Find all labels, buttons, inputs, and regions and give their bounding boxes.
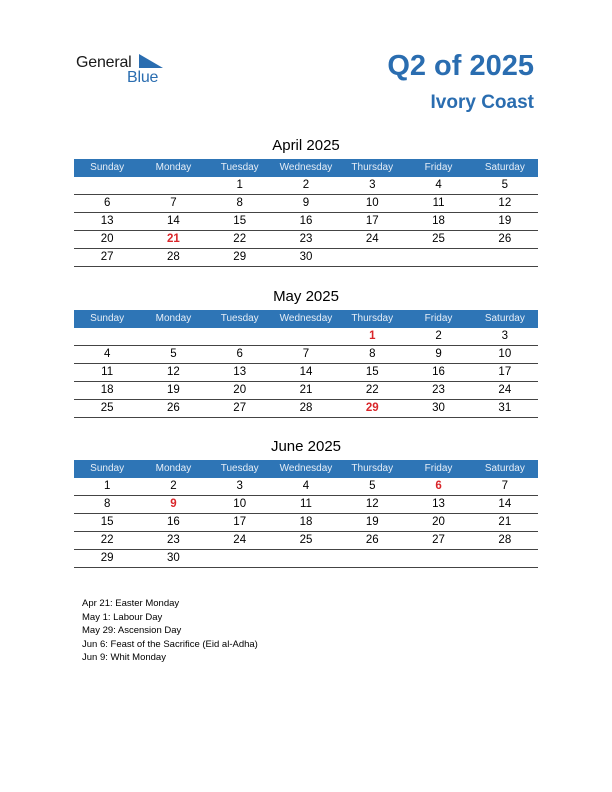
day-cell xyxy=(273,550,339,567)
day-cell: 11 xyxy=(432,197,445,209)
weekday-label: Sunday xyxy=(90,313,125,324)
day-cell: 10 xyxy=(365,197,379,209)
day-cell: 22 xyxy=(233,233,247,245)
holiday-note: Apr 21: Easter Monday xyxy=(82,598,180,609)
day-cell: 20 xyxy=(100,233,114,245)
day-cell: 14 xyxy=(167,215,180,227)
month-title: May 2025 xyxy=(273,288,339,305)
weekday-label: Monday xyxy=(155,313,192,324)
day-cell: 20 xyxy=(432,516,445,528)
logo-blue-text: Blue xyxy=(127,69,159,86)
day-cell: 21 xyxy=(299,384,313,396)
day-cell: 12 xyxy=(167,366,180,378)
day-cell: 16 xyxy=(167,516,180,528)
day-cell: 4 xyxy=(435,179,442,191)
day-cell: 4 xyxy=(103,348,111,360)
day-cell: 29 xyxy=(100,552,114,564)
day-cell xyxy=(273,328,339,345)
day-cell: 18 xyxy=(432,215,445,227)
day-cell: 5 xyxy=(369,480,376,492)
day-cell: 17 xyxy=(365,215,379,227)
day-cell: 30 xyxy=(299,251,313,263)
day-cell: 10 xyxy=(233,498,247,510)
day-cell: 9 xyxy=(170,498,177,510)
weekday-label: Tuesday xyxy=(220,162,259,173)
weekday-header xyxy=(74,310,538,328)
day-cell xyxy=(472,550,538,567)
day-cell: 8 xyxy=(369,348,376,360)
day-cell: 4 xyxy=(302,480,310,492)
day-cell: 30 xyxy=(432,402,445,414)
day-cell: 29 xyxy=(233,251,247,263)
week-row xyxy=(74,346,538,364)
day-cell: 22 xyxy=(365,384,379,396)
day-cell: 16 xyxy=(299,215,313,227)
day-cell: 11 xyxy=(300,498,312,510)
week-row xyxy=(74,382,538,400)
weekday-label: Tuesday xyxy=(220,313,259,324)
day-cell: 6 xyxy=(236,348,243,360)
weekday-label: Saturday xyxy=(484,463,525,474)
weekday-header xyxy=(74,159,538,177)
week-row xyxy=(74,550,538,568)
day-cell: 12 xyxy=(498,197,512,209)
week-row xyxy=(74,400,538,418)
week-row xyxy=(74,364,538,382)
day-cell: 19 xyxy=(365,516,379,528)
day-cell: 18 xyxy=(299,516,313,528)
day-cell: 12 xyxy=(365,498,379,510)
day-cell: 1 xyxy=(103,480,111,492)
week-row xyxy=(74,532,538,550)
weekday-label: Monday xyxy=(155,463,192,474)
day-cell: 24 xyxy=(365,233,379,245)
day-cell: 16 xyxy=(432,366,445,378)
day-cell xyxy=(140,328,206,345)
month-june xyxy=(74,436,538,568)
day-cell: 7 xyxy=(170,197,177,209)
day-cell: 26 xyxy=(167,402,180,414)
weekday-label: Thursday xyxy=(351,162,394,173)
holiday-note: Jun 9: Whit Monday xyxy=(82,652,166,663)
day-cell xyxy=(339,249,405,266)
day-cell: 17 xyxy=(233,516,247,528)
weekday-label: Wednesday xyxy=(279,162,333,173)
country-name: Ivory Coast xyxy=(430,92,534,113)
day-cell: 17 xyxy=(498,366,512,378)
weekday-label: Wednesday xyxy=(279,463,333,474)
day-cell xyxy=(74,328,140,345)
day-cell: 21 xyxy=(167,233,180,245)
day-cell xyxy=(405,249,471,266)
weekday-label: Sunday xyxy=(90,162,125,173)
day-cell xyxy=(405,550,471,567)
day-cell: 13 xyxy=(233,366,247,378)
day-cell: 18 xyxy=(100,384,114,396)
day-cell: 11 xyxy=(101,366,114,378)
day-cell xyxy=(74,177,140,194)
weekday-label: Friday xyxy=(424,313,453,324)
week-row xyxy=(74,213,538,231)
weekday-label: Thursday xyxy=(351,463,394,474)
day-cell: 1 xyxy=(236,179,243,191)
week-row xyxy=(74,231,538,249)
week-row xyxy=(74,478,538,496)
day-cell: 20 xyxy=(233,384,247,396)
day-cell: 19 xyxy=(498,215,512,227)
day-cell: 5 xyxy=(170,348,177,360)
day-cell: 7 xyxy=(501,480,509,492)
weekday-label: Monday xyxy=(155,162,192,173)
month-title: April 2025 xyxy=(272,137,340,154)
day-cell: 30 xyxy=(167,552,180,564)
day-cell: 15 xyxy=(100,516,114,528)
day-cell: 27 xyxy=(100,251,114,263)
holiday-notes xyxy=(82,597,258,665)
holiday-note: May 29: Ascension Day xyxy=(82,625,182,636)
weekday-label: Thursday xyxy=(351,313,394,324)
day-cell: 10 xyxy=(498,348,512,360)
day-cell xyxy=(472,249,538,266)
day-cell: 26 xyxy=(498,233,512,245)
day-cell: 21 xyxy=(498,516,512,528)
day-cell: 8 xyxy=(103,498,111,510)
day-cell xyxy=(207,328,273,345)
weekday-label: Wednesday xyxy=(279,313,333,324)
day-cell xyxy=(140,177,206,194)
day-cell: 14 xyxy=(498,498,512,510)
quarter-title: Q2 of 2025 xyxy=(387,50,534,82)
day-cell: 28 xyxy=(498,534,512,546)
week-row xyxy=(74,496,538,514)
day-cell: 9 xyxy=(435,348,442,360)
day-cell: 26 xyxy=(365,534,379,546)
day-cell: 6 xyxy=(435,480,442,492)
day-cell: 9 xyxy=(302,197,310,209)
day-cell: 2 xyxy=(170,480,177,492)
day-cell xyxy=(339,550,405,567)
day-cell: 27 xyxy=(432,534,445,546)
day-cell: 7 xyxy=(302,348,310,360)
day-cell: 15 xyxy=(365,366,379,378)
day-cell: 24 xyxy=(233,534,247,546)
day-cell: 29 xyxy=(365,402,379,414)
logo-flag-icon xyxy=(139,54,163,68)
weekday-label: Friday xyxy=(424,162,453,173)
month-title: June 2025 xyxy=(270,438,342,455)
day-cell: 2 xyxy=(435,330,442,342)
day-cell: 13 xyxy=(100,215,114,227)
day-cell: 15 xyxy=(233,215,247,227)
day-cell: 25 xyxy=(299,534,313,546)
day-cell: 31 xyxy=(498,402,512,414)
month-april xyxy=(74,135,538,267)
day-cell: 25 xyxy=(432,233,445,245)
day-cell: 28 xyxy=(299,402,313,414)
day-cell xyxy=(207,550,273,567)
weekday-label: Friday xyxy=(424,463,453,474)
day-cell: 2 xyxy=(302,179,310,191)
day-cell: 23 xyxy=(299,233,313,245)
day-cell: 3 xyxy=(236,480,243,492)
logo xyxy=(76,52,171,88)
day-cell: 5 xyxy=(501,179,509,191)
day-cell: 3 xyxy=(501,330,509,342)
week-row xyxy=(74,195,538,213)
day-cell: 13 xyxy=(432,498,445,510)
weekday-label: Sunday xyxy=(90,463,125,474)
holiday-note: Jun 6: Feast of the Sacrifice (Eid al-Adha) xyxy=(82,638,258,650)
week-row xyxy=(74,177,538,195)
day-cell: 25 xyxy=(100,402,114,414)
day-cell: 23 xyxy=(167,534,180,546)
weekday-label: Saturday xyxy=(484,162,525,173)
day-cell: 6 xyxy=(103,197,111,209)
day-cell: 8 xyxy=(236,197,243,209)
day-cell: 1 xyxy=(369,330,376,342)
weekday-label: Saturday xyxy=(484,313,525,324)
day-cell: 27 xyxy=(233,402,247,414)
day-cell: 22 xyxy=(100,534,114,546)
day-cell: 23 xyxy=(432,384,445,396)
holiday-note: May 1: Labour Day xyxy=(82,611,163,623)
day-cell: 28 xyxy=(167,251,180,263)
day-cell: 19 xyxy=(167,384,180,396)
day-cell: 3 xyxy=(369,179,376,191)
month-may xyxy=(74,286,538,418)
week-row xyxy=(74,328,538,346)
logo-general-text: General xyxy=(76,54,132,71)
day-cell: 24 xyxy=(498,384,512,396)
week-row xyxy=(74,249,538,267)
weekday-header xyxy=(74,460,538,478)
day-cell: 14 xyxy=(299,366,313,378)
weekday-label: Tuesday xyxy=(220,463,259,474)
week-row xyxy=(74,514,538,532)
